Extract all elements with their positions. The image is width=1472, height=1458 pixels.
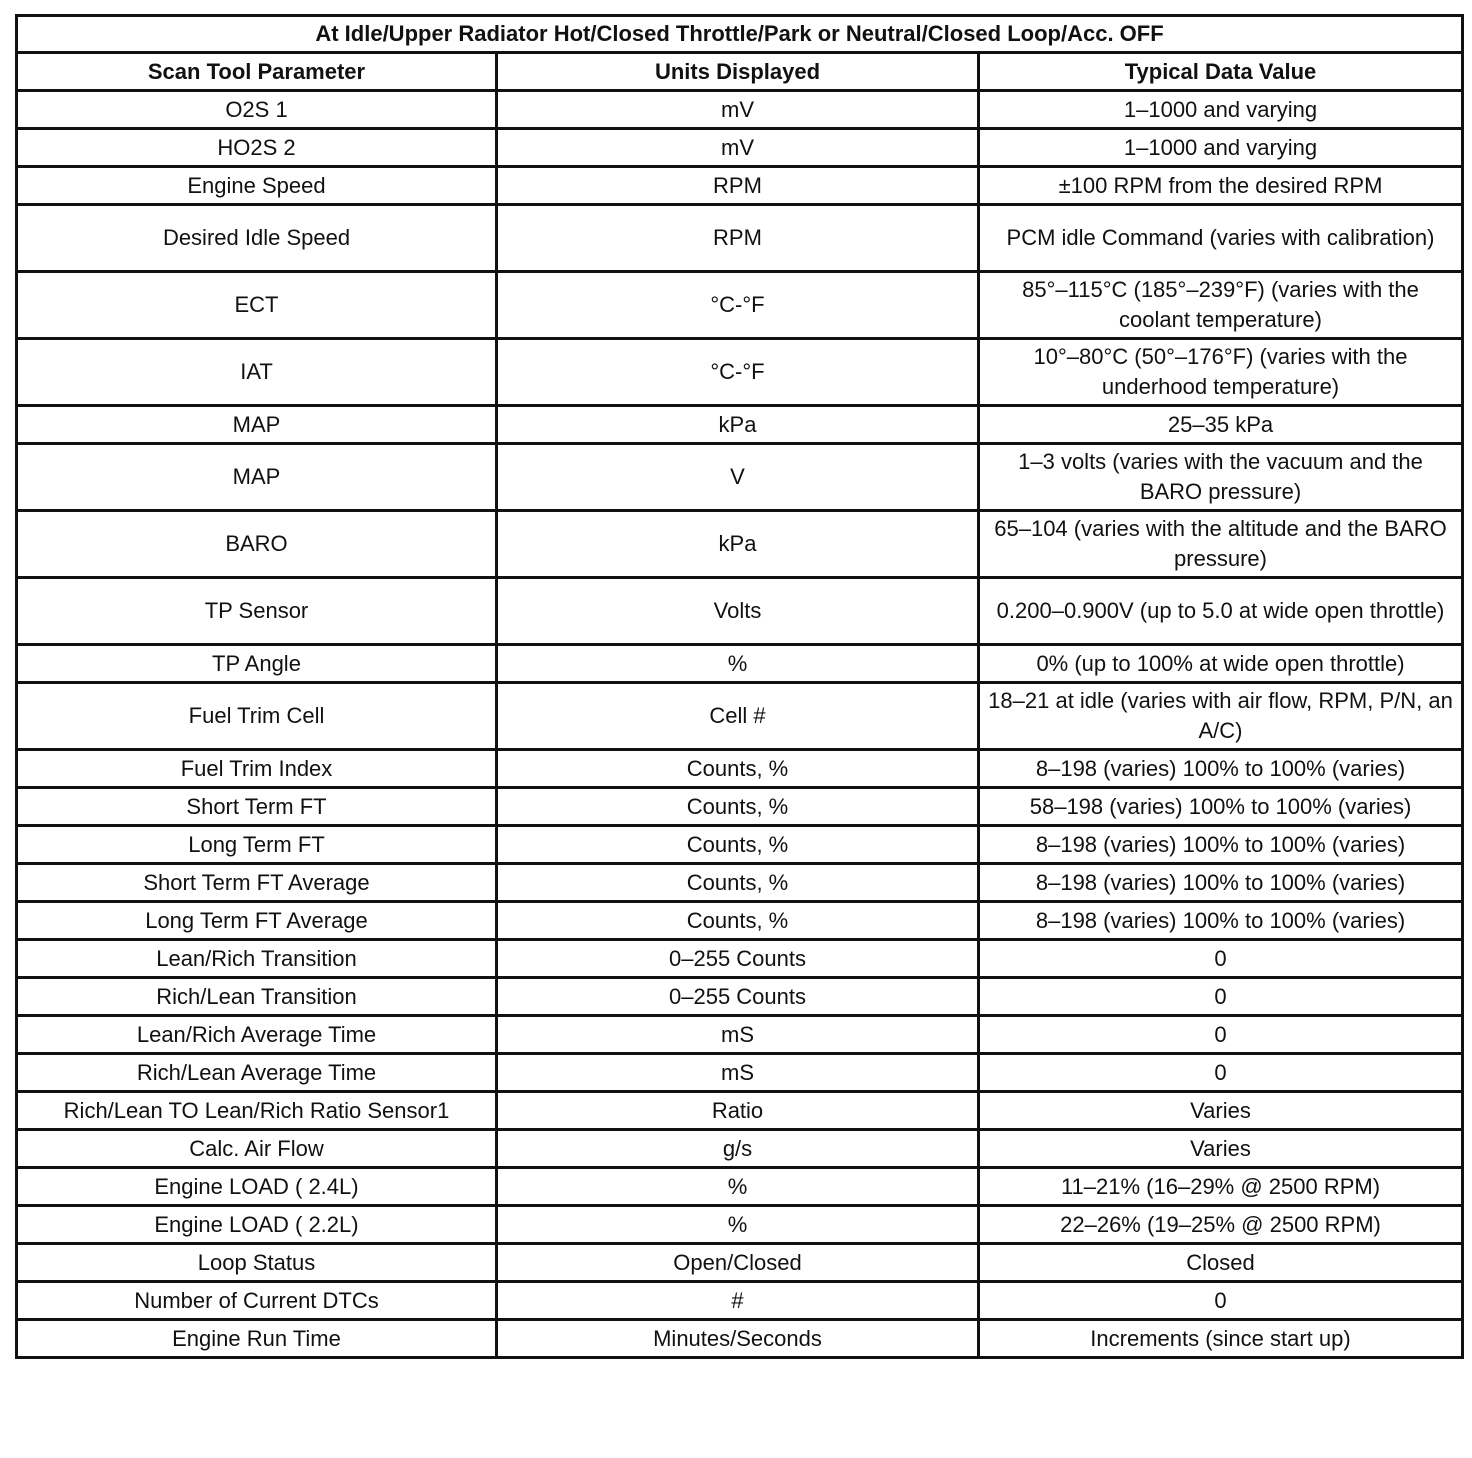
table-row	[17, 205, 1463, 272]
table-row	[17, 645, 1463, 683]
table-row	[17, 129, 1463, 167]
units-cell: Minutes/Seconds	[497, 1320, 979, 1358]
table-row	[17, 864, 1463, 902]
parameter-cell: ECT	[17, 272, 497, 339]
value-cell: 25–35 kPa	[979, 406, 1463, 444]
table-title-row	[17, 16, 1463, 53]
value-cell: 0	[979, 978, 1463, 1016]
value-cell: Increments (since start up)	[979, 1320, 1463, 1358]
units-cell: Counts, %	[497, 902, 979, 940]
table-row	[17, 683, 1463, 750]
parameter-cell: Lean/Rich Transition	[17, 940, 497, 978]
value-cell: 1–1000 and varying	[979, 91, 1463, 129]
table-row	[17, 272, 1463, 339]
table-header-row	[17, 53, 1463, 91]
value-cell: 58–198 (varies) 100% to 100% (varies)	[979, 788, 1463, 826]
parameter-cell: TP Sensor	[17, 578, 497, 645]
value-cell: 11–21% (16–29% @ 2500 RPM)	[979, 1168, 1463, 1206]
scan-tool-data-table	[15, 14, 1464, 1359]
table-title: At Idle/Upper Radiator Hot/Closed Throttle/Park or Neutral/Closed Loop/Acc. OFF	[17, 16, 1463, 53]
table-row	[17, 167, 1463, 205]
table-row	[17, 902, 1463, 940]
value-cell: 8–198 (varies) 100% to 100% (varies)	[979, 902, 1463, 940]
value-cell: 18–21 at idle (varies with air flow, RPM, P/N, an A/C)	[979, 683, 1463, 750]
value-cell: 85°–115°C (185°–239°F) (varies with the coolant temperature)	[979, 272, 1463, 339]
parameter-cell: TP Angle	[17, 645, 497, 683]
parameter-cell: Desired Idle Speed	[17, 205, 497, 272]
units-cell: Ratio	[497, 1092, 979, 1130]
table-row	[17, 750, 1463, 788]
value-cell: Varies	[979, 1130, 1463, 1168]
units-cell: RPM	[497, 167, 979, 205]
table-row	[17, 826, 1463, 864]
units-cell: mV	[497, 91, 979, 129]
value-cell: 0	[979, 1016, 1463, 1054]
table-row	[17, 1168, 1463, 1206]
units-cell: 0–255 Counts	[497, 978, 979, 1016]
value-cell: Varies	[979, 1092, 1463, 1130]
value-cell: 22–26% (19–25% @ 2500 RPM)	[979, 1206, 1463, 1244]
parameter-cell: IAT	[17, 339, 497, 406]
table-row	[17, 1282, 1463, 1320]
units-cell: kPa	[497, 406, 979, 444]
column-header-parameter: Scan Tool Parameter	[17, 53, 497, 91]
column-header-value: Typical Data Value	[979, 53, 1463, 91]
table-row	[17, 1130, 1463, 1168]
value-cell: 8–198 (varies) 100% to 100% (varies)	[979, 750, 1463, 788]
units-cell: V	[497, 444, 979, 511]
value-cell: 1–3 volts (varies with the vacuum and the BARO pressure)	[979, 444, 1463, 511]
parameter-cell: Long Term FT Average	[17, 902, 497, 940]
value-cell: 0	[979, 940, 1463, 978]
parameter-cell: Engine Speed	[17, 167, 497, 205]
table-row	[17, 1092, 1463, 1130]
value-cell: Closed	[979, 1244, 1463, 1282]
parameter-cell: Engine LOAD ( 2.4L)	[17, 1168, 497, 1206]
parameter-cell: Lean/Rich Average Time	[17, 1016, 497, 1054]
units-cell: mV	[497, 129, 979, 167]
parameter-cell: Fuel Trim Index	[17, 750, 497, 788]
data-table-wrapper	[15, 14, 1461, 1359]
units-cell: °C-°F	[497, 272, 979, 339]
column-header-units: Units Displayed	[497, 53, 979, 91]
value-cell: PCM idle Command (varies with calibration)	[979, 205, 1463, 272]
units-cell: #	[497, 1282, 979, 1320]
parameter-cell: O2S 1	[17, 91, 497, 129]
value-cell: 0% (up to 100% at wide open throttle)	[979, 645, 1463, 683]
value-cell: 0	[979, 1054, 1463, 1092]
table-row	[17, 978, 1463, 1016]
units-cell: kPa	[497, 511, 979, 578]
table-row	[17, 339, 1463, 406]
units-cell: °C-°F	[497, 339, 979, 406]
parameter-cell: Rich/Lean TO Lean/Rich Ratio Sensor1	[17, 1092, 497, 1130]
table-row	[17, 940, 1463, 978]
parameter-cell: BARO	[17, 511, 497, 578]
value-cell: 8–198 (varies) 100% to 100% (varies)	[979, 826, 1463, 864]
units-cell: %	[497, 1206, 979, 1244]
units-cell: mS	[497, 1054, 979, 1092]
parameter-cell: Engine LOAD ( 2.2L)	[17, 1206, 497, 1244]
parameter-cell: Number of Current DTCs	[17, 1282, 497, 1320]
parameter-cell: Rich/Lean Average Time	[17, 1054, 497, 1092]
parameter-cell: Short Term FT	[17, 788, 497, 826]
table-row	[17, 1206, 1463, 1244]
table-row	[17, 1016, 1463, 1054]
parameter-cell: Loop Status	[17, 1244, 497, 1282]
parameter-cell: Calc. Air Flow	[17, 1130, 497, 1168]
units-cell: g/s	[497, 1130, 979, 1168]
units-cell: Counts, %	[497, 826, 979, 864]
units-cell: Counts, %	[497, 788, 979, 826]
units-cell: Counts, %	[497, 750, 979, 788]
units-cell: Open/Closed	[497, 1244, 979, 1282]
parameter-cell: Engine Run Time	[17, 1320, 497, 1358]
parameter-cell: Short Term FT Average	[17, 864, 497, 902]
table-row	[17, 578, 1463, 645]
parameter-cell: Fuel Trim Cell	[17, 683, 497, 750]
table-row	[17, 444, 1463, 511]
parameter-cell: Long Term FT	[17, 826, 497, 864]
table-row	[17, 788, 1463, 826]
units-cell: Cell #	[497, 683, 979, 750]
table-row	[17, 91, 1463, 129]
value-cell: 10°–80°C (50°–176°F) (varies with the underhood temperature)	[979, 339, 1463, 406]
units-cell: %	[497, 1168, 979, 1206]
table-row	[17, 406, 1463, 444]
units-cell: Volts	[497, 578, 979, 645]
parameter-cell: MAP	[17, 406, 497, 444]
value-cell: 65–104 (varies with the altitude and the BARO pressure)	[979, 511, 1463, 578]
units-cell: RPM	[497, 205, 979, 272]
table-row	[17, 1054, 1463, 1092]
table-row	[17, 1244, 1463, 1282]
parameter-cell: HO2S 2	[17, 129, 497, 167]
value-cell: 8–198 (varies) 100% to 100% (varies)	[979, 864, 1463, 902]
value-cell: 0	[979, 1282, 1463, 1320]
units-cell: 0–255 Counts	[497, 940, 979, 978]
parameter-cell: Rich/Lean Transition	[17, 978, 497, 1016]
table-body	[17, 91, 1463, 1358]
value-cell: ±100 RPM from the desired RPM	[979, 167, 1463, 205]
units-cell: mS	[497, 1016, 979, 1054]
value-cell: 0.200–0.900V (up to 5.0 at wide open throttle)	[979, 578, 1463, 645]
parameter-cell: MAP	[17, 444, 497, 511]
table-row	[17, 511, 1463, 578]
table-row	[17, 1320, 1463, 1358]
value-cell: 1–1000 and varying	[979, 129, 1463, 167]
units-cell: Counts, %	[497, 864, 979, 902]
units-cell: %	[497, 645, 979, 683]
